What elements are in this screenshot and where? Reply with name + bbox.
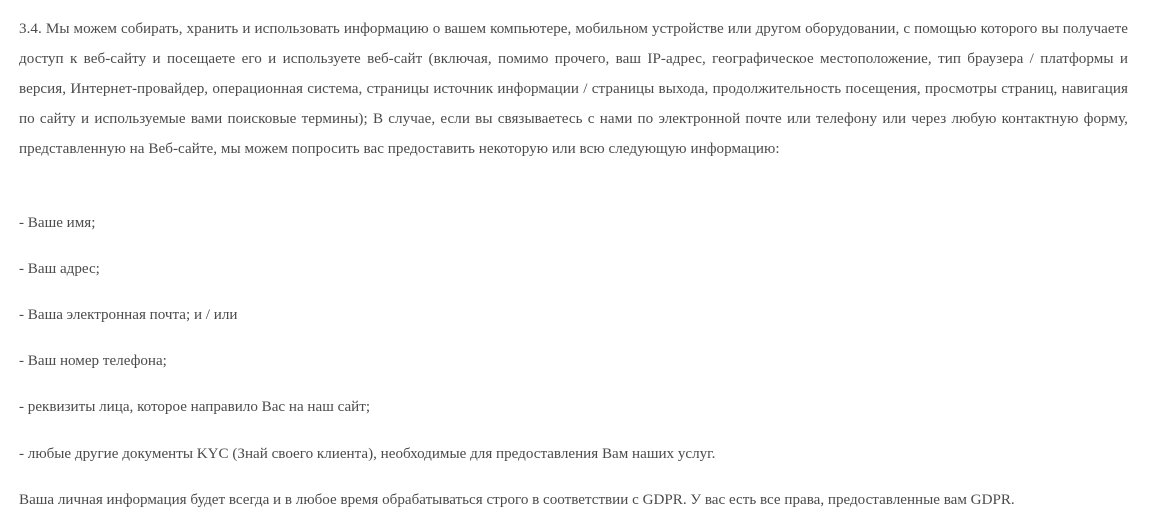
policy-section (19, 14, 1128, 508)
list-item-referrer: - реквизиты лица, которое направило Вас на наш сайт; (19, 399, 371, 415)
list-item-phone: - Ваш номер телефона; (19, 353, 167, 369)
list-item-kyc-documents: - любые другие документы KYC (Знай своего клиента), необходимые для предоставления Вам наших услуг. (19, 446, 716, 462)
list-item-name: - Ваше имя; (19, 215, 96, 231)
list-item-email: - Ваша электронная почта; и / или (19, 307, 238, 323)
list-item-address: - Ваш адрес; (19, 261, 100, 277)
section-intro-paragraph: 3.4. Мы можем собирать, хранить и использовать информацию о вашем компьютере, мобильном устройстве или другом оборудовании, с помощью которого вы получаете доступ к веб-сайту и посещаете его и используете веб-сайт (включая, помимо прочего, ваш IP-адрес, географическое местоположение, тип браузера / платформы и версия, Интернет-провайдер, операционная система, страницы источник информации / страницы выхода, продолжительность посещения, просмотры страниц, навигация по сайту и используемые вами поисковые термины); В случае, если вы связываетесь с нами по электронной почте или телефону или через любую контактную форму, представленную на Веб-сайте, мы можем попросить вас предоставить некоторую или всю следующую информацию: (19, 21, 1128, 157)
closing-paragraph: Ваша личная информация будет всегда и в любое время обрабатываться строго в соответствии с GDPR. У вас есть все права, предоставленные вам GDPR. (19, 492, 1015, 508)
